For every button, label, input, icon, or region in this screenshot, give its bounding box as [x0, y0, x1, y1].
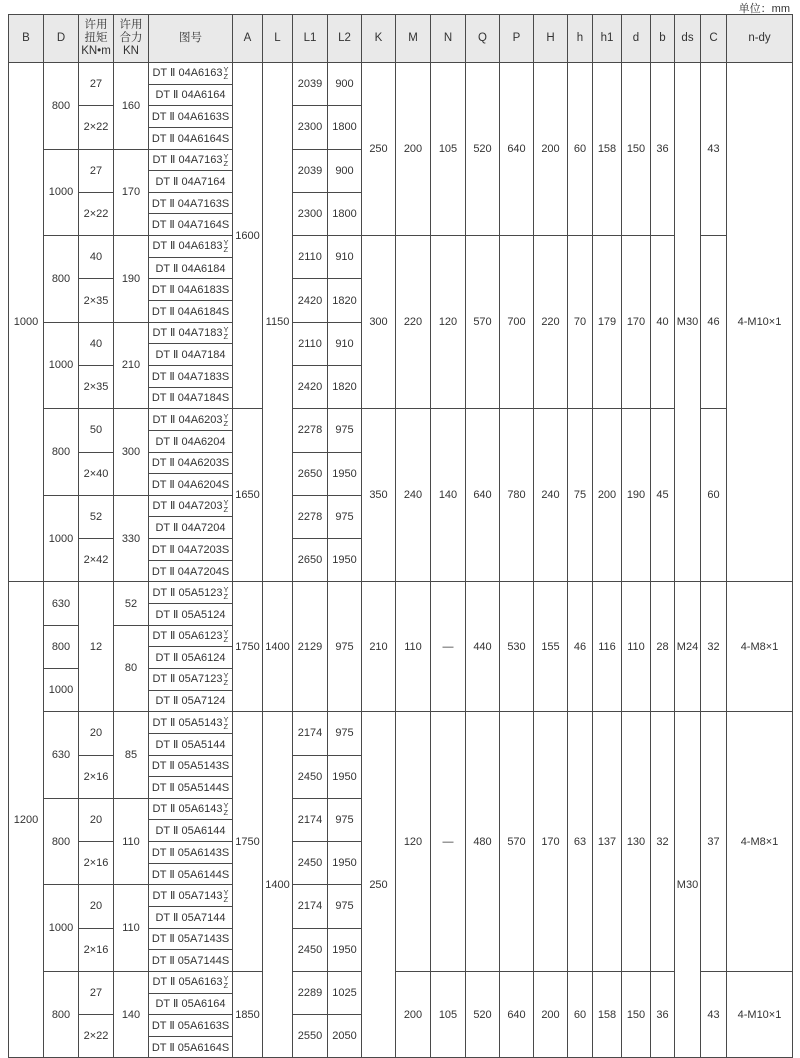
value-cell: 800 [44, 625, 79, 668]
value-cell: 2×16 [79, 842, 114, 885]
value-cell: 36 [651, 63, 675, 236]
value-cell: 220 [534, 236, 568, 409]
value-cell: 975 [328, 885, 362, 928]
value-cell: 28 [651, 582, 675, 712]
drawing-number-cell: DT Ⅱ 05A6143 Y Z [149, 798, 233, 820]
value-cell: 130 [622, 712, 651, 972]
value-cell: 140 [114, 971, 149, 1058]
drawing-number-cell: DT Ⅱ 04A7183 Y Z [149, 322, 233, 344]
drawing-number-cell: DT Ⅱ 05A7143S [149, 928, 233, 950]
col-header-b: B [9, 15, 44, 63]
value-cell: 900 [328, 149, 362, 192]
value-cell: 110 [114, 885, 149, 972]
variant-suffix: Y Z [223, 325, 229, 341]
spec-table [8, 14, 793, 1058]
drawing-number-cell: DT Ⅱ 05A6124 [149, 647, 233, 669]
value-cell: 4-M10×1 [727, 971, 793, 1058]
variant-suffix: Y Z [223, 671, 229, 688]
value-cell: 150 [622, 63, 651, 236]
value-cell: 2×22 [79, 106, 114, 149]
value-cell: 45 [651, 409, 675, 582]
value-cell: 2110 [293, 236, 328, 279]
value-cell: 300 [362, 236, 396, 409]
drawing-number-cell: DT Ⅱ 05A6163 Y Z [149, 971, 233, 993]
drawing-number-cell: DT Ⅱ 05A6164S [149, 1036, 233, 1058]
value-cell: 2650 [293, 452, 328, 495]
value-cell: 1950 [328, 928, 362, 971]
value-cell: 2300 [293, 106, 328, 149]
col-header-l1: L1 [293, 15, 328, 63]
value-cell: 530 [500, 582, 534, 712]
drawing-number-cell: DT Ⅱ 04A6204S [149, 474, 233, 496]
variant-suffix: Y Z [223, 801, 229, 818]
value-cell: 240 [396, 409, 431, 582]
value-cell: 800 [44, 798, 79, 885]
value-cell: 1750 [233, 712, 263, 972]
value-cell: 2×42 [79, 539, 114, 582]
drawing-number-cell: DT Ⅱ 05A7144S [149, 950, 233, 972]
value-cell: 20 [79, 712, 114, 755]
value-cell: 120 [431, 236, 466, 409]
value-cell: 158 [593, 63, 622, 236]
unit-label: 单位：mm [738, 3, 790, 15]
value-cell: 2050 [328, 1015, 362, 1058]
value-cell: 800 [44, 63, 79, 150]
value-cell: 1000 [44, 885, 79, 972]
col-header-p: P [500, 15, 534, 63]
drawing-number-cell: DT Ⅱ 04A6184S [149, 301, 233, 323]
value-cell: 12 [79, 582, 114, 712]
value-cell: 20 [79, 798, 114, 841]
value-cell: 46 [701, 236, 727, 409]
value-cell: 40 [79, 236, 114, 279]
value-cell: 1800 [328, 106, 362, 149]
col-header-figure: 图号 [149, 15, 233, 63]
value-cell: 910 [328, 236, 362, 279]
variant-suffix: Y Z [223, 627, 229, 644]
value-cell: 4-M8×1 [727, 712, 793, 972]
value-cell: 1000 [44, 322, 79, 409]
value-cell: 630 [44, 712, 79, 799]
value-cell: 1950 [328, 842, 362, 885]
value-cell: 200 [396, 971, 431, 1058]
drawing-number-cell: DT Ⅱ 04A6203S [149, 452, 233, 474]
variant-suffix: Y Z [223, 238, 229, 255]
table-row [9, 712, 793, 734]
value-cell: 43 [701, 63, 727, 236]
value-cell: 1650 [233, 409, 263, 582]
value-cell: 4-M10×1 [727, 63, 793, 582]
drawing-number-cell: DT Ⅱ 05A6144 [149, 820, 233, 842]
variant-suffix: Y Z [223, 411, 229, 428]
variant-suffix: Y Z [223, 498, 229, 515]
col-header-l2: L2 [328, 15, 362, 63]
value-cell: 2420 [293, 365, 328, 408]
value-cell: 105 [431, 971, 466, 1058]
variant-suffix: Y Z [223, 584, 229, 601]
value-cell: 1000 [44, 668, 79, 711]
value-cell: M30 [675, 63, 701, 582]
value-cell: 52 [114, 582, 149, 625]
drawing-number-cell: DT Ⅱ 04A6183 Y Z [149, 236, 233, 258]
col-header-ds: ds [675, 15, 701, 63]
value-cell: 190 [622, 409, 651, 582]
value-cell: 2174 [293, 712, 328, 755]
value-cell: 60 [701, 409, 727, 582]
value-cell: 150 [622, 971, 651, 1058]
value-cell: 480 [466, 712, 500, 972]
value-cell: 60 [568, 63, 593, 236]
value-cell: 60 [568, 971, 593, 1058]
value-cell: 46 [568, 582, 593, 712]
col-header-torque: 许用 扭矩 KN•m [79, 15, 114, 63]
col-header-d: D [44, 15, 79, 63]
value-cell: 37 [701, 712, 727, 972]
value-cell: 43 [701, 971, 727, 1058]
value-cell: 350 [362, 409, 396, 582]
value-cell: 27 [79, 971, 114, 1014]
value-cell: 170 [534, 712, 568, 972]
value-cell: 50 [79, 409, 114, 452]
value-cell: 910 [328, 322, 362, 365]
value-cell: 975 [328, 409, 362, 452]
value-cell: 170 [114, 149, 149, 236]
col-header-h-lower: h [568, 15, 593, 63]
table-row [9, 582, 793, 604]
value-cell: 1950 [328, 452, 362, 495]
value-cell: 140 [431, 409, 466, 582]
value-cell: 250 [362, 712, 396, 1058]
value-cell: 780 [500, 409, 534, 582]
col-header-a: A [233, 15, 263, 63]
drawing-number-cell: DT Ⅱ 04A7204 [149, 517, 233, 539]
value-cell: 200 [534, 63, 568, 236]
drawing-number-cell: DT Ⅱ 05A5123 Y Z [149, 582, 233, 604]
value-cell: 200 [534, 971, 568, 1058]
drawing-number-cell: DT Ⅱ 05A6123 Y Z [149, 625, 233, 647]
col-header-h1: h1 [593, 15, 622, 63]
value-cell: 70 [568, 236, 593, 409]
col-header-m: M [396, 15, 431, 63]
value-cell: 2174 [293, 885, 328, 928]
drawing-number-cell: DT Ⅱ 05A5144 [149, 733, 233, 755]
value-cell: 4-M8×1 [727, 582, 793, 712]
value-cell: 2450 [293, 928, 328, 971]
value-cell: 800 [44, 236, 79, 323]
drawing-number-cell: DT Ⅱ 04A7164S [149, 214, 233, 236]
value-cell: 1950 [328, 539, 362, 582]
value-cell: M30 [675, 712, 701, 1058]
drawing-number-cell: DT Ⅱ 05A6164 [149, 993, 233, 1015]
drawing-number-cell: DT Ⅱ 04A6163S [149, 106, 233, 128]
value-cell: 40 [79, 322, 114, 365]
value-cell: 120 [396, 712, 431, 972]
value-cell: 2×22 [79, 1015, 114, 1058]
value-cell: 52 [79, 495, 114, 538]
value-cell: 160 [114, 63, 149, 150]
drawing-number-cell: DT Ⅱ 04A7204S [149, 560, 233, 582]
value-cell: 116 [593, 582, 622, 712]
drawing-number-cell: DT Ⅱ 05A6144S [149, 863, 233, 885]
value-cell: 2×16 [79, 928, 114, 971]
drawing-number-cell: DT Ⅱ 05A7144 [149, 906, 233, 928]
drawing-number-cell: DT Ⅱ 04A7184S [149, 387, 233, 409]
drawing-number-cell: DT Ⅱ 05A6163S [149, 1015, 233, 1037]
value-cell: 700 [500, 236, 534, 409]
value-cell: 2174 [293, 798, 328, 841]
value-cell: 1850 [233, 971, 263, 1058]
variant-suffix: Y Z [223, 151, 229, 168]
value-cell: 110 [622, 582, 651, 712]
value-cell: — [431, 582, 466, 712]
variant-suffix: Y Z [223, 974, 229, 991]
header-row [9, 15, 793, 63]
value-cell: 2129 [293, 582, 328, 712]
value-cell: 220 [396, 236, 431, 409]
col-header-k: K [362, 15, 396, 63]
drawing-number-cell: DT Ⅱ 05A7124 [149, 690, 233, 712]
drawing-number-cell: DT Ⅱ 04A6183S [149, 279, 233, 301]
value-cell: 975 [328, 495, 362, 538]
spec-table-body [9, 63, 793, 1058]
value-cell: 570 [466, 236, 500, 409]
col-header-h-upper: H [534, 15, 568, 63]
value-cell: 210 [114, 322, 149, 409]
col-header-l: L [263, 15, 293, 63]
value-cell: 640 [466, 409, 500, 582]
value-cell: 1600 [233, 63, 263, 409]
value-cell: 200 [593, 409, 622, 582]
value-cell: 640 [500, 63, 534, 236]
value-cell: 570 [500, 712, 534, 972]
drawing-number-cell: DT Ⅱ 04A6163 Y Z [149, 63, 233, 85]
value-cell: 975 [328, 798, 362, 841]
value-cell: 1800 [328, 192, 362, 235]
value-cell: 2039 [293, 149, 328, 192]
value-cell: 27 [79, 149, 114, 192]
drawing-number-cell: DT Ⅱ 05A5124 [149, 604, 233, 626]
value-cell: 2450 [293, 842, 328, 885]
col-header-b-lower: b [651, 15, 675, 63]
value-cell: 1150 [263, 63, 293, 582]
table-row [9, 63, 793, 85]
col-header-force: 许用 合力 KN [114, 15, 149, 63]
value-cell: 1750 [233, 582, 263, 712]
value-cell: 2039 [293, 63, 328, 106]
drawing-number-cell: DT Ⅱ 04A7203 Y Z [149, 495, 233, 517]
value-cell: 1400 [263, 582, 293, 712]
value-cell: 800 [44, 409, 79, 496]
value-cell: — [431, 712, 466, 972]
value-cell: 2×35 [79, 279, 114, 322]
col-header-d-lower: d [622, 15, 651, 63]
value-cell: 2×40 [79, 452, 114, 495]
drawing-number-cell: DT Ⅱ 05A5143S [149, 755, 233, 777]
drawing-number-cell: DT Ⅱ 04A6184 [149, 257, 233, 279]
value-cell: 900 [328, 63, 362, 106]
value-cell: 1025 [328, 971, 362, 1014]
value-cell: 2650 [293, 539, 328, 582]
drawing-number-cell: DT Ⅱ 04A6204 [149, 430, 233, 452]
value-cell: 32 [651, 712, 675, 972]
value-cell: 1000 [44, 149, 79, 236]
value-cell: 2278 [293, 409, 328, 452]
value-cell: 975 [328, 582, 362, 712]
value-cell: 85 [114, 712, 149, 799]
value-cell: 240 [534, 409, 568, 582]
drawing-number-cell: DT Ⅱ 04A7203S [149, 539, 233, 561]
drawing-number-cell: DT Ⅱ 04A7163S [149, 192, 233, 214]
value-cell: 2×22 [79, 192, 114, 235]
value-cell: 105 [431, 63, 466, 236]
variant-suffix: Y Z [223, 714, 229, 731]
value-cell: 1000 [9, 63, 44, 582]
value-cell: 190 [114, 236, 149, 323]
col-header-n-dy: n-dy [727, 15, 793, 63]
drawing-number-cell: DT Ⅱ 04A7164 [149, 171, 233, 193]
value-cell: 158 [593, 971, 622, 1058]
value-cell: 200 [396, 63, 431, 236]
value-cell: M24 [675, 582, 701, 712]
value-cell: 20 [79, 885, 114, 928]
drawing-number-cell: DT Ⅱ 04A7184 [149, 344, 233, 366]
value-cell: 179 [593, 236, 622, 409]
drawing-number-cell: DT Ⅱ 05A6143S [149, 842, 233, 864]
variant-suffix: Y Z [223, 65, 229, 82]
value-cell: 27 [79, 63, 114, 106]
drawing-number-cell: DT Ⅱ 05A7143 Y Z [149, 885, 233, 907]
value-cell: 2278 [293, 495, 328, 538]
value-cell: 2450 [293, 755, 328, 798]
value-cell: 170 [622, 236, 651, 409]
value-cell: 2420 [293, 279, 328, 322]
value-cell: 1820 [328, 279, 362, 322]
col-header-q: Q [466, 15, 500, 63]
value-cell: 300 [114, 409, 149, 496]
value-cell: 1400 [263, 712, 293, 1058]
value-cell: 1950 [328, 755, 362, 798]
drawing-number-cell: DT Ⅱ 04A6164S [149, 127, 233, 149]
value-cell: 40 [651, 236, 675, 409]
spec-table-header [9, 15, 793, 63]
value-cell: 32 [701, 582, 727, 712]
value-cell: 155 [534, 582, 568, 712]
value-cell: 210 [362, 582, 396, 712]
drawing-number-cell: DT Ⅱ 04A6164 [149, 84, 233, 106]
drawing-number-cell: DT Ⅱ 04A7183S [149, 365, 233, 387]
value-cell: 2289 [293, 971, 328, 1014]
value-cell: 2300 [293, 192, 328, 235]
value-cell: 330 [114, 495, 149, 582]
value-cell: 2110 [293, 322, 328, 365]
value-cell: 2×35 [79, 365, 114, 408]
value-cell: 250 [362, 63, 396, 236]
value-cell: 2550 [293, 1015, 328, 1058]
value-cell: 1000 [44, 495, 79, 582]
value-cell: 630 [44, 582, 79, 625]
value-cell: 1820 [328, 365, 362, 408]
drawing-number-cell: DT Ⅱ 05A5144S [149, 777, 233, 799]
value-cell: 36 [651, 971, 675, 1058]
value-cell: 1200 [9, 582, 44, 1058]
value-cell: 63 [568, 712, 593, 972]
value-cell: 137 [593, 712, 622, 972]
drawing-number-cell: DT Ⅱ 05A5143 Y Z [149, 712, 233, 734]
drawing-number-cell: DT Ⅱ 05A7123 Y Z [149, 668, 233, 690]
value-cell: 80 [114, 625, 149, 712]
col-header-c: C [701, 15, 727, 63]
value-cell: 110 [396, 582, 431, 712]
variant-suffix: Y Z [223, 887, 229, 904]
value-cell: 975 [328, 712, 362, 755]
value-cell: 2×16 [79, 755, 114, 798]
value-cell: 640 [500, 971, 534, 1058]
value-cell: 520 [466, 63, 500, 236]
drawing-number-cell: DT Ⅱ 04A6203 Y Z [149, 409, 233, 431]
value-cell: 110 [114, 798, 149, 885]
drawing-number-cell: DT Ⅱ 04A7163 Y Z [149, 149, 233, 171]
value-cell: 75 [568, 409, 593, 582]
col-header-n: N [431, 15, 466, 63]
value-cell: 520 [466, 971, 500, 1058]
value-cell: 440 [466, 582, 500, 712]
value-cell: 800 [44, 971, 79, 1058]
